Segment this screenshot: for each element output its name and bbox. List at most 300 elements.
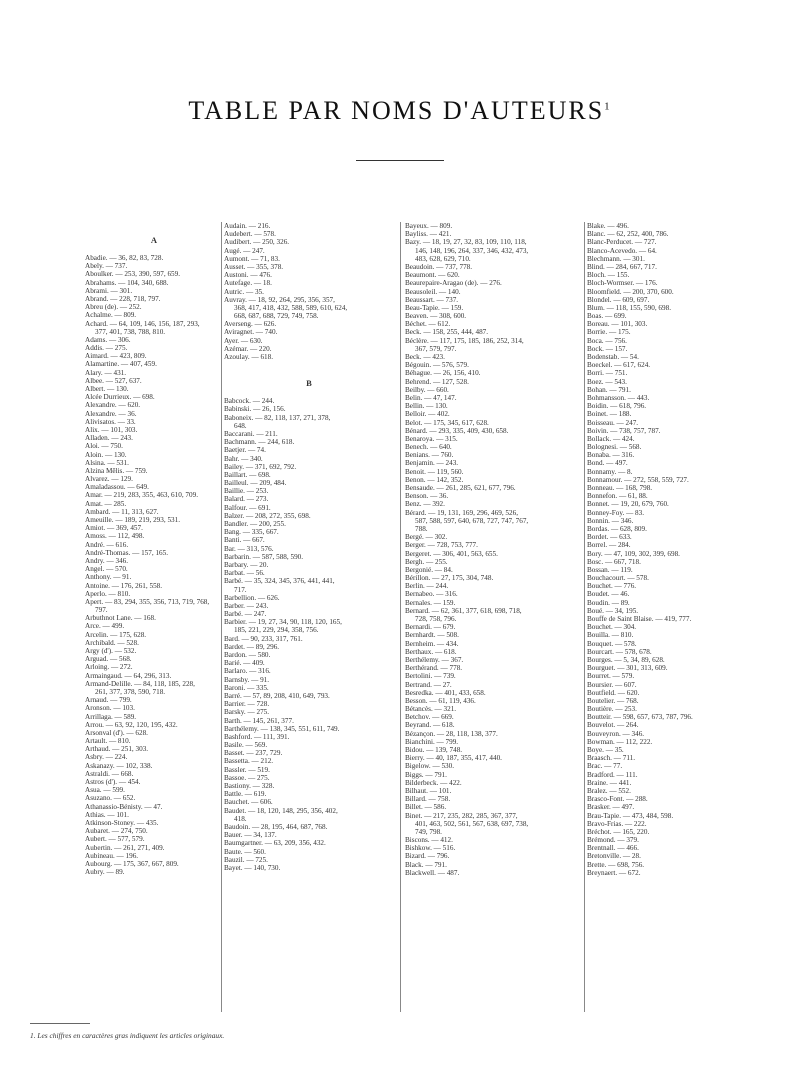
index-entry: Béhague. — 26, 156, 410. [405,369,481,378]
index-entry: Bradford. — 111. [587,770,638,779]
index-entry: Autric. — 35. [224,287,264,296]
index-entry: Benoit. — 119, 560. [405,467,464,476]
entry-list [85,254,223,876]
index-entry: Bollack. — 424. [587,434,635,443]
index-entry: Benech. — 640. [405,443,452,452]
index-entry: Aronson. — 103. [85,704,135,713]
index-entry: Barnsby. — 91. [224,675,270,684]
index-entry: Aimard. — 423, 809. [85,352,147,361]
index-entry-continuation: 797. [95,606,108,615]
index-entry: Blind. — 284, 667, 717. [587,262,657,271]
index-entry: Bashford. — 111, 391. [224,732,290,741]
index-entry: Benz. — 392. [405,500,445,509]
index-entry: Bétancès. — 321. [405,705,457,714]
index-entry: Bock. — 157. [587,344,628,353]
index-entry: Billard. — 758. [405,795,451,804]
index-entry: Bauzil. — 725. [224,855,268,864]
index-entry: Baroni. — 335. [224,683,269,692]
index-entry: Behrend. — 127, 528. [405,377,469,386]
index-entry: Barré. — 57, 89, 208, 410, 649, 793. [224,691,330,700]
index-entry: Ambard. — 11, 313, 627. [85,507,159,516]
index-entry: Abadie. — 36, 82, 83, 728. [85,254,164,262]
index-entry: Bernheim. — 434. [405,639,459,648]
index-entry-continuation: 648. [234,421,247,430]
section-letter-b: B [306,378,312,389]
index-entry: Blum. — 118, 155, 590, 698. [587,303,671,312]
index-entry: Benaroya. — 315. [405,434,458,443]
index-entry: Arsonval (d'). — 628. [85,728,148,737]
index-entry: Basset. — 237, 729. [224,749,283,758]
index-entry: Blechmann. — 301. [587,254,645,263]
index-entry: Athias. — 101. [85,810,129,819]
index-entry: Bardet. — 89, 296. [224,642,280,651]
page-title-text: TABLE PAR NOMS D'AUTEURS [188,96,605,125]
index-entry: Bouffe de Saint Blaise. — 419, 777. [587,615,692,623]
section-gap [224,361,394,375]
index-entry: Bayeux. — 809. [405,222,453,230]
index-entry: Bianchini. — 799. [405,737,459,746]
index-entry: Armaingaud. — 64, 296, 313. [85,671,172,680]
index-entry: Abreu (de). — 252. [85,303,142,312]
index-entry-continuation: 717. [234,585,247,594]
index-entry: Bernhardt. — 508. [405,631,459,640]
index-entry: Azoulay. — 618. [224,353,274,361]
index-entry: Abrami. — 301. [85,286,133,295]
index-entry: Bernardi. — 679. [405,623,456,632]
index-entry: Barbé. — 247. [224,610,267,619]
index-entry: Boursier. — 607. [587,680,637,689]
column-divider [400,222,401,1012]
index-entry: Bierry. — 40, 187, 355, 417, 440. [405,754,502,763]
index-entry: Alvarez. — 129. [85,475,133,484]
index-entry: Boidin. — 618, 796. [587,402,647,411]
index-entry: Arrou. — 63, 92, 120, 195, 432. [85,720,178,729]
index-entry: Achard. — 64, 109, 146, 156, 187, 293, [85,319,200,328]
index-entry-continuation: 483, 628, 629, 710. [415,254,471,263]
index-entry: Barbier. — 19, 27, 34, 90, 118, 120, 165, [224,618,342,627]
index-entry: Audibert. — 250, 326. [224,238,290,247]
index-entry: Alamartine. — 407, 459. [85,360,157,369]
index-entry: Basile. — 569. [224,741,268,750]
index-entry: Benjamin. — 243. [405,459,459,468]
index-entry: Boudin. — 89. [587,598,630,607]
index-entry: Barbarin. — 587, 588, 590. [224,552,304,561]
index-entry: Argy (d'). — 532. [85,647,137,655]
index-entry: Alix. — 101, 303. [85,425,138,434]
index-entry: Bailey. — 371, 692, 792. [224,462,297,471]
index-entry: Beaudoin. — 737, 778. [405,262,473,271]
index-entry: Bourcart. — 578, 678. [587,647,652,656]
index-entry: Bonnamour. — 272, 558, 559, 727. [587,475,689,484]
index-entry: Bayliss. — 421. [405,230,452,239]
index-column-1 [85,232,223,876]
index-entry: Aumont. — 71, 83. [224,254,280,263]
index-entry: Boutière. — 253. [587,705,637,714]
index-entry: Angel. — 570. [85,565,128,574]
index-entry: Aloin. — 130. [85,450,127,459]
index-entry: Borrel. — 284. [587,541,631,550]
index-entry: Bassler. — 519. [224,765,270,774]
index-entry: Black. — 791. [405,860,447,869]
index-entry: Brau-Tapie. — 473, 484, 598. [587,811,674,820]
index-entry: Bonnet. — 19, 20, 679, 760. [587,500,669,509]
index-entry-continuation: 146, 148, 196, 264, 337, 346, 432, 473, [415,246,529,255]
index-entry: Bonneau. — 168, 798. [587,484,653,492]
index-entry: Bizard. — 796. [405,852,450,861]
index-entry: Adams. — 306. [85,335,131,344]
index-entry: Baumgartner. — 63, 209, 356, 432. [224,839,326,848]
index-entry: Ameuille. — 189, 219, 293, 531. [85,516,181,524]
index-entry: Bonnin. — 346. [587,516,634,525]
index-entry: Baillart. — 698. [224,470,271,479]
index-entry: Boutfield. — 620. [587,688,640,697]
index-entry: Brasco-Font. — 288. [587,795,648,804]
index-entry: Babinski. — 26, 156. [224,405,286,414]
index-entry: Aubourg. — 175, 367, 667, 809. [85,859,179,868]
index-entry: Alzina Mêlis. — 759. [85,466,148,475]
index-entry: Bouilla. — 810. [587,631,634,640]
entry-list [587,222,770,877]
index-entry: Baetjer. — 74. [224,446,266,455]
index-entry: Béchet. — 612. [405,320,451,329]
index-entry: Bertrand. — 27. [405,680,452,689]
index-entry: Astros (d'). — 454. [85,778,141,786]
index-entry: Addis. — 275. [85,344,128,353]
index-entry: Aubaret. — 274, 750. [85,827,148,836]
index-entry: Borrie. — 175. [587,328,631,337]
index-entry: Baillie. — 253. [224,487,269,496]
index-entry: Binet. — 217, 235, 282, 285, 367, 377, [405,811,518,820]
index-entry: Beyrand. — 618. [405,721,455,730]
index-entry: Braine. — 441. [587,778,632,787]
index-entry: Belot. — 175, 345, 617, 628. [405,418,489,427]
index-entry: Beck. — 158, 255, 444, 487. [405,328,489,337]
index-entry: Abrand. — 228, 718, 797. [85,294,161,303]
index-entry: Arrillaga. — 589. [85,712,137,721]
index-entry: Beaven. — 308, 600. [405,312,467,321]
page-title [0,96,800,126]
index-entry: Arguad. — 568. [85,655,132,664]
index-entry: Bouchet. — 304. [587,623,637,632]
index-entry: Battle. — 619. [224,790,267,799]
index-entry: Bellin. — 130. [405,402,448,411]
index-entry: Babcock. — 244. [224,397,275,406]
index-entry: Azémar. — 220. [224,344,272,353]
index-entry: Brasker. — 497. [587,803,635,812]
index-entry: Bidou. — 139, 748. [405,746,463,754]
index-entry: Barthélemy. — 138, 345, 551, 611, 749. [224,724,340,733]
index-entry: Borri. — 751. [587,369,628,378]
index-entry: Baccarani. — 211. [224,429,278,438]
index-entry: Barié. — 409. [224,659,265,668]
index-entry: Abely. — 737. [85,262,128,271]
index-entry: Bauchet. — 606. [224,798,273,807]
index-entry: Averseng. — 626. [224,320,277,329]
index-entry: Bloomfield. — 200, 370, 600. [587,287,674,296]
index-entry: Benson. — 36. [405,492,449,501]
index-entry: Beau-Tapie. — 159. [405,303,464,312]
index-entry: Baudoin. — 28, 195, 464, 687, 768. [224,822,328,831]
index-entry: Boisseau. — 247. [587,418,639,427]
index-entry: Bérard. — 19, 131, 169, 296, 469, 526, [405,508,518,517]
index-entry: Albert. — 130. [85,385,129,393]
index-entry: Bolognesi. — 568. [587,443,642,452]
index-entry: Audain. — 216. [224,222,271,230]
index-column-4 [587,222,770,877]
index-entry: Bégouin. — 576, 579. [405,361,469,370]
index-entry: Bohan. — 791. [587,385,631,394]
index-entry: Bouchacourt. — 578. [587,574,649,583]
index-entry: Boas. — 699. [587,312,627,321]
index-entry: Atkinson-Stoney. — 435. [85,818,159,827]
index-entry: Berger. — 728, 753, 777. [405,541,478,550]
index-entry: Bénard. — 293, 335, 409, 430, 658. [405,426,509,435]
index-entry: Bandler. — 200, 255. [224,520,286,528]
index-entry: Benon. — 142, 352. [405,475,464,484]
title-footnote-mark: 1 [604,100,612,113]
index-entry: Bergh. — 255. [405,557,448,566]
index-entry: Boreau. — 101, 303. [587,320,648,329]
index-entry: Bilderbeck. — 422. [405,778,462,787]
index-entry: Bassoe. — 275. [224,773,270,782]
index-entry: Balard. — 273. [224,495,269,504]
index-entry: Ayer. — 630. [224,336,263,345]
index-entry: Amar. — 219, 283, 355, 463, 610, 709. [85,491,198,500]
index-entry: Bar. — 313, 576. [224,544,274,553]
index-entry: Bonaba. — 316. [587,451,635,460]
index-entry: Beausoleil. — 140. [405,287,461,296]
index-entry: Baboneix. — 82, 118, 137, 271, 378, [224,413,331,422]
index-entry: Aboulker. — 253, 390, 597, 659. [85,270,181,279]
index-entry: Arthaud. — 251, 303. [85,745,149,754]
index-entry-continuation: 367, 579, 797. [415,344,457,353]
index-entry: Blanc. — 62, 252, 400, 786. [587,230,669,239]
index-entry: Bergeret. — 306, 401, 563, 655. [405,549,498,558]
index-entry: Boeckel. — 617, 624. [587,361,651,370]
index-entry: Bloch. — 155. [587,271,630,280]
index-entry: Bassetta. — 212. [224,757,274,766]
index-entry: Bohmansson. — 443. [587,393,650,402]
index-entry: Bazy. — 18, 19, 27, 32, 83, 109, 110, 118, [405,238,527,247]
index-entry: André-Thomas. — 157, 165. [85,548,169,557]
index-column-2 [224,222,394,872]
index-entry: Alsina. — 531. [85,458,129,467]
index-entry: Artault. — 810. [85,737,131,746]
section-letter-a: A [150,235,158,245]
index-entry: Barth. — 145, 261, 377. [224,716,294,725]
column-divider [584,222,585,1012]
index-entry: Bérillon. — 27, 175, 304, 748. [405,574,494,583]
index-entry: Bordas. — 628, 809. [587,524,647,533]
index-entry: Arloing. — 272. [85,663,133,672]
index-entry: Aviragnet. — 740. [224,328,278,337]
index-entry: Auvray. — 18, 92, 264, 295, 356, 357, [224,295,335,304]
index-entry: Arnaud. — 799. [85,696,132,705]
index-entry-continuation: 401, 463, 502, 561, 567, 638, 697, 738, [415,819,529,828]
index-entry: Barbary. — 20. [224,560,269,569]
index-entry: Brentnall. — 466. [587,844,639,853]
index-entry: Beilby. — 660. [405,385,449,394]
index-entry: Boivin. — 738, 757, 787. [587,426,661,435]
index-entry: Bond. — 497. [587,459,628,468]
index-entry: Bourret. — 579. [587,672,635,681]
index-entry-continuation: 368, 417, 418, 432, 588, 589, 610, 624, [234,303,348,312]
index-entry: Bossan. — 119. [587,565,633,574]
index-entry: Barber. — 243. [224,601,269,610]
index-entry: Blake. — 496. [587,222,629,230]
index-entry: Aloi. — 750. [85,442,123,451]
index-entry: Antoine. — 176, 261, 558. [85,581,163,590]
index-entry: Bory. — 47, 109, 302, 399, 698. [587,549,680,558]
index-entry: Boez. — 543. [587,377,627,386]
index-entry: Amaladassou. — 649. [85,483,149,492]
index-entry: Asua. — 599. [85,786,125,795]
index-entry: Brac. — 77. [587,762,623,771]
index-entry-continuation: 377, 401, 738, 788, 810. [95,327,166,336]
index-entry: Balfour. — 691. [224,503,271,512]
index-entry: Bayet. — 140, 730. [224,863,281,872]
index-entry: Berthérand. — 778. [405,664,463,673]
index-entry: Barrier. — 728. [224,700,270,709]
index-entry: Abrahams. — 104, 340, 688. [85,278,169,287]
index-entry: Bergonié. — 84. [405,565,453,574]
index-entry-continuation: 587, 588, 597, 640, 678, 727, 747, 767, [415,516,529,525]
index-entry: Bernard. — 62, 361, 377, 618, 698, 718, [405,606,522,615]
index-entry: Boué. — 34, 195. [587,606,639,615]
index-entry: Aubert. — 577, 579. [85,835,145,844]
index-entry: Boinet. — 188. [587,410,632,419]
index-entry-continuation: 749, 798. [415,827,442,836]
index-entry: Bailleul. — 209, 484. [224,479,287,488]
index-entry: Bonnefon. — 61, 88. [587,492,648,501]
index-entry: Bordet. — 633. [587,533,632,542]
index-entry: Beaurepaire-Aragao (de). — 276. [405,279,502,288]
index-entry: Alary. — 431. [85,368,127,377]
title-rule [356,160,444,161]
index-entry: Barsky. — 275. [224,708,270,717]
index-entry: Aubineau. — 196. [85,851,139,860]
index-entry: Archibald. — 528. [85,638,139,647]
footnote-rule [30,1023,90,1024]
index-entry: Breynaert. — 672. [587,868,641,877]
index-entry: Amiot. — 369, 457. [85,524,143,533]
index-entry: Bang. — 335, 667. [224,528,279,537]
index-entry: André. — 616. [85,540,129,549]
index-entry: Boudet. — 46. [587,590,630,599]
index-entry: Beaumont. — 620. [405,271,460,280]
index-entry: Aperlo. — 810. [85,589,131,598]
index-entry: Bensaude. — 261, 285, 621, 677, 796. [405,484,516,492]
index-entry: Blackwell. — 487. [405,868,460,877]
index-entry: Alladen. — 243. [85,434,133,443]
index-entry: Boutteir. — 598, 657, 673, 787, 796. [587,713,693,722]
index-entry: Alexandre. — 620. [85,401,141,410]
index-entry: Belloir. — 402. [405,410,450,419]
index-entry: Barbellion. — 626. [224,593,280,602]
index-entry: Biscons. — 412. [405,836,453,845]
index-entry-continuation: 261, 377, 378, 590, 718. [95,687,166,696]
entry-list [224,222,394,872]
index-entry: Astraldi. — 668. [85,769,134,778]
index-entry: Braasch. — 711. [587,754,636,763]
index-entry: Benians. — 760. [405,451,454,460]
index-entry: Bralez. — 552. [587,786,631,795]
index-entry: Amat. — 285. [85,499,127,508]
index-entry: Achalme. — 809. [85,311,137,320]
index-entry: Apert. — 83, 294, 355, 356, 713, 719, 768, [85,597,210,606]
index-entry-continuation: 668, 687, 688, 729, 749, 758. [234,312,319,321]
index-entry: Bourguet. — 301, 313, 609. [587,664,668,673]
index-entry: Bézançon. — 28, 118, 138, 377. [405,729,498,738]
index-entry: Barlaro. — 316. [224,667,271,676]
index-entry: Arcelin. — 175, 628. [85,630,147,639]
index-entry: Bilhaut. — 101. [405,786,452,795]
index-entry: Asuzano. — 652. [85,794,136,803]
index-entry: Asbry. — 224. [85,753,128,762]
index-entry: Bishkow. — 516. [405,844,456,853]
index-entry: Billet. — 586. [405,803,447,812]
index-entry: Bernales. — 159. [405,598,456,607]
index-column-3 [405,222,583,877]
index-entry: Arce. — 499. [85,622,125,631]
index-entry: Bréchot. — 165, 220. [587,827,650,836]
index-entry: Bouveyron. — 346. [587,729,645,738]
index-entry: Askanazy. — 102, 338. [85,761,153,770]
index-entry: Béclère. — 117, 175, 185, 186, 252, 314, [405,336,524,345]
index-entry: Blanco-Acevedo. — 64. [587,246,657,255]
index-entry: Barbé. — 35, 324, 345, 376, 441, 441, [224,577,335,586]
index-entry: Anthony. — 91. [85,573,132,582]
index-entry: Baute. — 560. [224,847,266,856]
index-entry: Alivisatos. — 33. [85,417,136,426]
index-entry: Bravo-Frias. — 222. [587,819,647,828]
index-entry: Bachmann. — 244, 618. [224,438,295,447]
index-entry: Augé. — 247. [224,246,265,255]
index-entry: Brémond. — 379. [587,836,639,845]
index-entry-continuation: 728, 758, 796. [415,615,457,623]
index-entry: Aubry. — 89. [85,868,125,877]
index-entry: Bigelow. — 530. [405,762,455,771]
index-entry: Beck. — 423. [405,353,445,361]
index-entry: Besson. — 61, 119, 436. [405,696,476,705]
index-entry: Andry. — 346. [85,556,129,565]
index-entry: Bernabeo. — 316. [405,590,458,599]
index-entry: Bauer. — 34, 137. [224,831,277,840]
index-entry: Besredka. — 401, 433, 658. [405,688,486,697]
index-entry-continuation: 185, 221, 229, 294, 358, 756. [234,626,319,635]
index-entry: Berlin. — 244. [405,582,449,591]
index-entry: Bouquet. — 578. [587,639,637,648]
index-entry: Biggs. — 791. [405,770,447,779]
index-entry: Bouvelot. — 264. [587,721,639,730]
index-entry: Austoni. — 476. [224,271,272,280]
index-entry: Arbuthnot Lane. — 168. [85,614,156,623]
index-entry: Boca. — 756. [587,336,627,345]
index-entry: Bertolini. — 739. [405,672,456,681]
index-entry: Bouchet. — 776. [587,582,637,591]
index-entry: Bowman. — 112, 222. [587,737,653,746]
index-entry: Ausset. — 355, 378. [224,262,284,271]
index-entry: Banti. — 667. [224,536,265,545]
index-entry: Bourges. — 5, 34, 89, 628. [587,655,665,664]
index-entry: Beaussart. — 737. [405,295,459,304]
entry-list [405,222,583,877]
index-entry: Boye. — 35. [587,746,624,754]
index-entry: Aubertin. — 261, 271, 409. [85,843,165,852]
index-entry: Bonnamy. — 8. [587,467,633,476]
index-entry: Autefage. — 18. [224,279,272,288]
index-entry: Bardon. — 580. [224,651,271,659]
